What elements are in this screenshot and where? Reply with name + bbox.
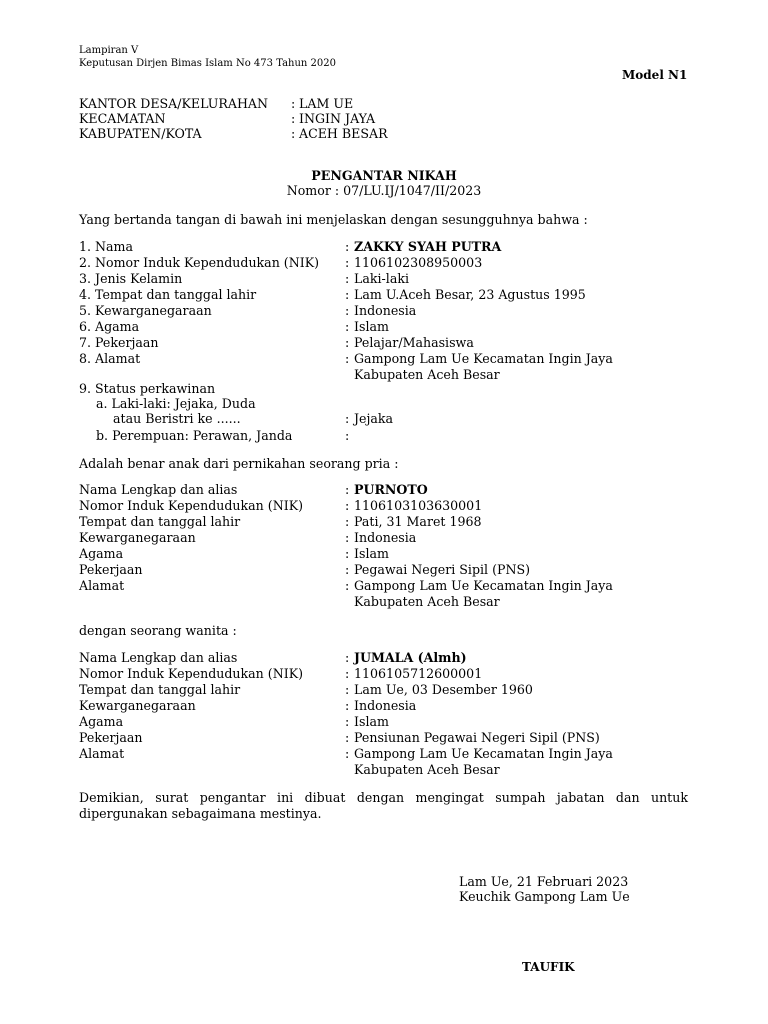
colon: : [291, 111, 296, 126]
field-label: 5. Kewarganegaraan [79, 303, 212, 318]
office-label: KECAMATAN [79, 111, 166, 126]
field-label: Pekerjaan [79, 730, 143, 745]
colon: : [345, 428, 350, 443]
colon: : [345, 682, 350, 697]
field-label: Kewarganegaraan [79, 530, 196, 545]
field-value: Pensiunan Pegawai Negeri Sipil (PNS) [354, 730, 600, 745]
field-value: Kabupaten Aceh Besar [354, 762, 500, 777]
colon: : [345, 666, 350, 681]
office-value: INGIN JAYA [299, 111, 376, 126]
field-value: Lam U.Aceh Besar, 23 Agustus 1995 [354, 287, 586, 302]
field-label: Agama [79, 546, 124, 561]
document-number: Nomor : 07/LU.IJ/1047/II/2023 [286, 183, 482, 198]
keputusan-text: Keputusan Dirjen Bimas Islam No 473 Tahun 2020 [79, 58, 336, 69]
colon: : [345, 498, 350, 513]
closing-paragraph: Demikian, surat pengantar ini dibuat dengan mengingat sumpah jabatan dan untuk dipergunakan sebagaimana mestinya. [79, 790, 688, 821]
lampiran-text: Lampiran V [79, 45, 139, 56]
field-value: Gampong Lam Ue Kecamatan Ingin Jaya [354, 351, 613, 366]
field-value: Gampong Lam Ue Kecamatan Ingin Jaya [354, 578, 613, 593]
colon: : [345, 730, 350, 745]
field-value: Indonesia [354, 303, 417, 318]
colon: : [345, 650, 350, 665]
colon: : [345, 578, 350, 593]
office-label: KABUPATEN/KOTA [79, 126, 202, 141]
field-value: Islam [354, 546, 389, 561]
field-value: Indonesia [354, 530, 417, 545]
father-intro: Adalah benar anak dari pernikahan seorang pria : [79, 456, 399, 471]
field-value: Gampong Lam Ue Kecamatan Ingin Jaya [354, 746, 613, 761]
field-label: 7. Pekerjaan [79, 335, 159, 350]
field-value: 1106103103630001 [354, 498, 483, 513]
field-label: Pekerjaan [79, 562, 143, 577]
field-value: Islam [354, 714, 389, 729]
field-value: Pati, 31 Maret 1968 [354, 514, 482, 529]
field-value: Jejaka [354, 411, 394, 426]
colon: : [345, 271, 350, 286]
field-value: Kabupaten Aceh Besar [354, 367, 500, 382]
colon: : [345, 411, 350, 426]
office-label: KANTOR DESA/KELURAHAN [79, 96, 269, 111]
field-value: Indonesia [354, 698, 417, 713]
field-label: Alamat [79, 746, 125, 761]
field-label: 2. Nomor Induk Kependudukan (NIK) [79, 255, 320, 270]
office-value: LAM UE [299, 96, 354, 111]
field-label: 9. Status perkawinan [79, 381, 216, 396]
document-title: PENGANTAR NIKAH [311, 168, 457, 183]
colon: : [291, 126, 296, 141]
signature-name: TAUFIK [522, 960, 575, 974]
field-value: 1106102308950003 [354, 255, 483, 270]
colon: : [345, 714, 350, 729]
field-label: 6. Agama [79, 319, 140, 334]
colon: : [345, 698, 350, 713]
field-value: Laki-laki [354, 271, 409, 286]
field-label: 3. Jenis Kelamin [79, 271, 183, 286]
colon: : [345, 562, 350, 577]
field-value: Lam Ue, 03 Desember 1960 [354, 682, 533, 697]
field-label: 4. Tempat dan tanggal lahir [79, 287, 257, 302]
field-label: Kewarganegaraan [79, 698, 196, 713]
field-label: Alamat [79, 578, 125, 593]
intro-text: Yang bertanda tangan di bawah ini menjelaskan dengan sesungguhnya bahwa : [79, 212, 588, 227]
colon: : [345, 335, 350, 350]
field-label: atau Beristri ke ...... [113, 411, 241, 426]
field-label: Tempat dan tanggal lahir [79, 682, 241, 697]
mother-intro: dengan seorang wanita : [79, 623, 237, 638]
field-label: b. Perempuan: Perawan, Janda [96, 428, 293, 443]
field-label: Agama [79, 714, 124, 729]
colon: : [345, 351, 350, 366]
field-value: Islam [354, 319, 389, 334]
colon: : [345, 255, 350, 270]
colon: : [345, 239, 350, 254]
field-label: 8. Alamat [79, 351, 141, 366]
field-value: Pelajar/Mahasiswa [354, 335, 474, 350]
field-label: Nama Lengkap dan alias [79, 650, 238, 665]
colon: : [345, 287, 350, 302]
colon: : [291, 96, 296, 111]
field-label: a. Laki-laki: Jejaka, Duda [96, 396, 256, 411]
field-value: Pegawai Negeri Sipil (PNS) [354, 562, 531, 577]
field-value: Kabupaten Aceh Besar [354, 594, 500, 609]
colon: : [345, 546, 350, 561]
field-value: JUMALA (Almh) [354, 650, 467, 665]
colon: : [345, 482, 350, 497]
model-label: Model N1 [622, 68, 688, 82]
field-label: Tempat dan tanggal lahir [79, 514, 241, 529]
signature-position: Keuchik Gampong Lam Ue [459, 889, 630, 904]
colon: : [345, 530, 350, 545]
colon: : [345, 319, 350, 334]
signature-place-date: Lam Ue, 21 Februari 2023 [459, 874, 629, 889]
office-value: ACEH BESAR [299, 126, 388, 141]
field-value: 1106105712600001 [354, 666, 483, 681]
field-label: Nomor Induk Kependudukan (NIK) [79, 666, 304, 681]
field-label: Nama Lengkap dan alias [79, 482, 238, 497]
colon: : [345, 746, 350, 761]
field-label: Nomor Induk Kependudukan (NIK) [79, 498, 304, 513]
field-value: PURNOTO [354, 482, 428, 497]
field-label: 1. Nama [79, 239, 133, 254]
field-value: ZAKKY SYAH PUTRA [354, 239, 502, 254]
colon: : [345, 514, 350, 529]
colon: : [345, 303, 350, 318]
